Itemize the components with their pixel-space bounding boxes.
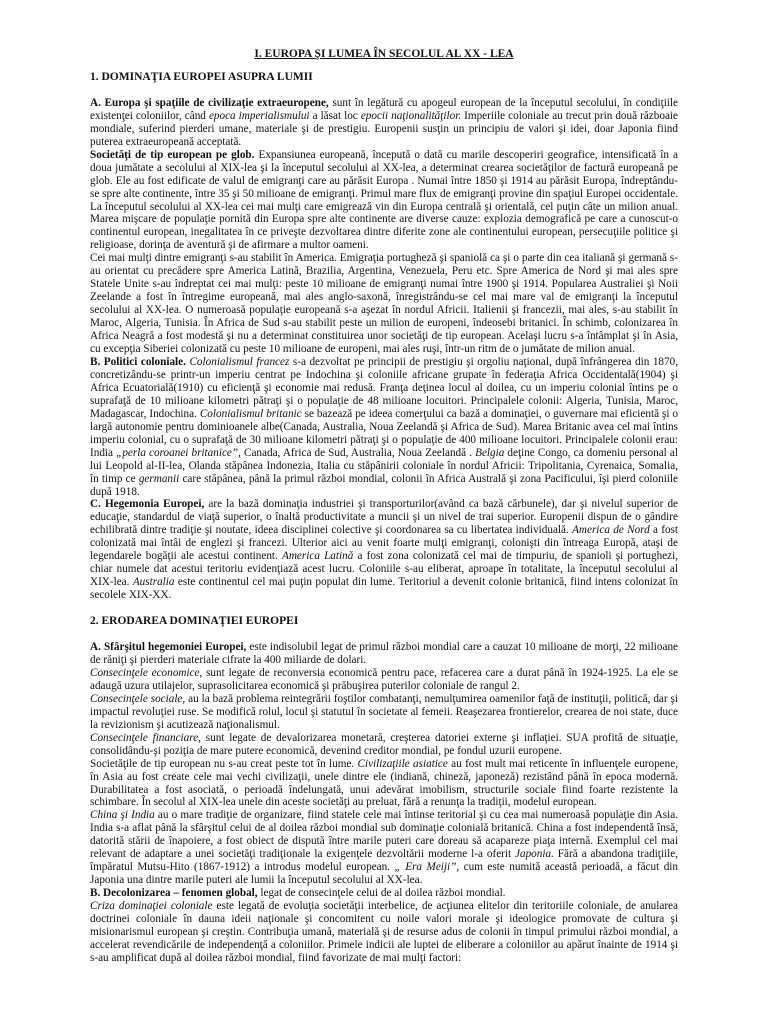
italic-term: epoca imperialismului — [208, 109, 310, 122]
italic-term: germanii — [138, 472, 180, 485]
paragraph-emigrants: Cei mai mulţi dintre emigranţi s-au stabilit în America. Emigraţia portugheză şi spaniolă ca şi o parte din cea italiană şi germană s-au orientat cu precădere spre America Latină, Brazilia, Argentina, Venezuela, Peru etc. Spre America de Nord şi mai ales spre Statele Unite s-au îndreptat cei mai mulţi: peste 10 milioane de emigranţi numai între 1900 şi 1914. Popularea Australiei şi Noii Zeelande a fost în întregime europeană, mai ales anglo-saxonă, înregistrându-se cel mai mare val de emigranţi la începutul secolului al XX-lea. O numeroasă populaţie europeană s-a aşezat în nordul Africii. Italienii şi francezii, mai ales, s-au stabilit în Maroc, Algeria, Tunisia. În Africa de Sud s-au stabilit peste un milion de europeni, îndeosebi britanici. În schimb, colonizarea în Africa Neagră a fost modestă şi nu a determinat constituirea unor societăţi de tip european. Acelaşi lucru s-a întâmplat şi în Asia, cu excepţia Siberiei colonizată cu peste 10 milioane de europeni, mai ales ruşi, într-un ritm de o jumătate de milion anual. — [90, 252, 678, 356]
text-run: se bazează pe ideea comerţului ca bază a dominaţiei, o guvernare mai eficientă şi o largă autonomie pentru dominioanele albe(Canada, Australia, Noua Zeelandă şi Africa de Sud). Marea Britanic avea cel mai întins imperiu colonial, cu o suprafaţă de 30 milioane kilometri pătraţi şi o populaţie de 400 milioane locuitori. Principalele colonii erau: India — [90, 407, 679, 459]
italic-term: Japonia. — [515, 848, 554, 861]
text-run: au o mare tradiţie de organizare, fiind statele cele mai întinse teritorial şi cu cea mai numeroasă populaţie din Asia. India s-a aflat până la sfârşitul celui de al doilea război mondial sub dominaţie colonială britanică. China a fost independentă însă, datorită stării de înapoiere, a fost obiect de dispută între marile puteri care doreau să acapareze piaţa internă. Exemplul cel mai relevant de adaptare a unei societăţi tradiţionale la exigenţele dezvoltării moderne l-a oferit — [90, 809, 678, 861]
text-run: Societăţile de tip european nu s-au creat peste tot în lume. — [90, 757, 358, 770]
italic-term: America Latină — [282, 550, 354, 563]
document-title: I. EUROPA ŞI LUMEA ÎN SECOLUL AL XX - LEA — [254, 48, 514, 60]
italic-term: Civilizaţiile asiatice — [357, 757, 448, 770]
paragraph-heading: B. Decolonizarea – fenomen global, — [90, 887, 258, 900]
text-run: sunt legate de reconversia economică pentru pace, refacerea care a durat până în 1924-1925. La ele se adaugă uzura utilajelor, suprasolicitarea economică şi prăbuşirea puterilor coloniale de rangul 2. — [90, 666, 678, 692]
paragraph-decolonization — [90, 887, 678, 900]
text-run: au fost mult mai reticente în influenţele europene, în Asia au fost create cele mai vechi civilizaţii, unele dintre ele (indiană, chineză, japoneză) rezistând până în epoca modernă. Durabilitatea a fost asociată, o perioadă îndelungată, unui adevărat imobilism, structurile sociale fiind foarte rezistente la schimbare. În secolul al XIX-lea unele din aceste societăţi au preluat, fără a renunţa la tradiţii, modelul european. — [90, 757, 678, 809]
text-run: Canada, Africa de Sud, Australia, Noua Zeelandă . — [240, 446, 476, 459]
paragraph-social-consequences — [90, 693, 678, 732]
italic-term: „perla coroanei britanice”, — [116, 446, 241, 459]
paragraph-end-of-hegemony — [90, 641, 678, 667]
text-run: a fost colonizată mai întâi de englezi şi francezi. Ulterior aici au venit foarte mulţi emigranţi, colonişti din întreaga Europă, ataşi de legendarele bogăţii ale acestui continent. — [90, 524, 679, 563]
text-run: sunt legate de devalorizarea monetară, creşterea datoriei externe şi inflaţiei. SUA profită de situaţie, consolidându-şi poziţia de mare putere economică, devenind creditor mondial, pe fondul uzurii europene. — [90, 731, 678, 757]
text-run: Fără a abandona tradiţiile, împăratul Mutsu-Hito (1867-1912) a introdus modelul european. — [90, 848, 678, 874]
italic-term: „ Era Meiji”, — [394, 861, 460, 874]
text-run: a fost zona colonizată cel mai de timpuriu, de spanioli şi portughezi, chiar numele dat acestui teritoriu evidenţiază acest lucru. Coloniile s-au eliberat, aproape în totalitate, la începutul secolului al XIX-lea. — [90, 550, 678, 589]
text-run: are la bază dominaţia industriei şi transporturilor(având ca bază cărbunele), dar şi nivelul superior de educaţie, standardul de viaţă superior, o înaltă productivitate a muncii şi un nivel de trai superior. Europenii dispun de o gândire echilibrată dintre tradiţie şi noutate, ideea disciplinei colective şi coordonarea sa cu libertatea individuală. — [90, 498, 678, 537]
paragraph-european-societies — [90, 149, 678, 253]
section-heading-2: 2. ERODAREA DOMINAŢIEI EUROPEI — [90, 615, 299, 628]
paragraph-europe-spaces — [90, 97, 678, 149]
paragraph-china-india — [90, 809, 678, 887]
text-run: Imperiile coloniale au trecut prin două războaie mondiale, suferind pierderi umane, materiale şi de prestigiu. Europenii susţin un principiu de valori şi idei, doar Japonia fiind puterea extraeuropeană acceptată. — [90, 109, 678, 148]
text-run: sunt în legătură cu apogeul european de la începutul secolului, în condiţiile existenţei coloniilor, când — [90, 96, 678, 122]
text-run: este continentul cel mai puţin populat din lume. Teritoriul a devenit colonie britanică, fiind intens colonizat în secolele XIX-XX. — [90, 576, 678, 602]
paragraph-financial-consequences — [90, 732, 678, 758]
italic-term: Australia — [132, 576, 175, 589]
paragraph-heading: A. Sfârşitul hegemoniei Europei, — [90, 641, 247, 654]
text-run: care stăpânea, până la primul război mondial, colonii în Africa Australă şi zona Pacificului, îşi pierd coloniile după 1918. — [90, 472, 678, 498]
italic-term: epocii naţionalităţilor. — [360, 109, 462, 122]
italic-term: Consecinţele sociale, — [90, 692, 186, 705]
paragraph-economic-consequences — [90, 667, 678, 693]
text-run: este indisolubil legat de primul război mondial care a cauzat 10 milioane de morţi, 22 milioane de răniţi şi pierderi materiale cifrate la 400 miliarde de dolari. — [90, 641, 678, 666]
italic-term: America de Nord — [572, 524, 650, 537]
paragraph-heading: Societăţi de tip european pe glob. — [90, 148, 255, 161]
paragraph-heading: C. Hegemonia Europei, — [90, 498, 205, 511]
text-run: au la bază problema reintegrării foştilor combatanţi, nemulţumirea oamenilor faţă de instituţii, politică, dar şi impactul revoluţiei ruse. Se modifică rolul, locul şi statutul în societate al femeii. Reaşezarea frontierelor, crearea de noi state, duce la revizionism şi acutizează naţionalismul. — [90, 692, 678, 731]
italic-term: Consecinţele economice, — [90, 666, 203, 679]
italic-term: Colonialismul britanic — [199, 407, 302, 420]
text-run: s-a dezvoltat pe principii de prestigiu şi orgoliu naţional, după înfrângerea din 1870, concretizându-se printr-un imperiu centrat pe Indochina şi coloniile africane grupate în federaţia Africa Occidentală(1904) şi Africa Ecuatorială(1910) cu eficienţă şi economie mai redusă. Franţa deţinea locul al doilea, cu un imperiu colonial întins pe o suprafaţă de 10 milioane kilometri pătraţi şi o populaţie de 48 milioane locuitori. Principalele colonii: Algeria, Tunisia, Maroc, Madagascar, Indochina. — [90, 355, 679, 420]
paragraph-heading: A. Europa şi spaţiile de civilizaţie extraeuropene, — [90, 96, 329, 109]
italic-term: Criza dominaţiei coloniale — [90, 900, 213, 913]
italic-term: Consecinţele financiare, — [90, 731, 201, 744]
italic-term: Belgia — [475, 446, 505, 459]
italic-term: China şi India — [90, 809, 155, 822]
text-run: Expansiunea europeană, începută o dată cu marile descoperiri geografice, intensificată în a doua jumătate a secolului al XIX-lea şi la începutul secolului al XX-lea, a determinat crearea societăţilor de factură europeană pe glob. Ele au fost edificate de valul de emigranţi care au părăsit Europa . Numai între 1850 şi 1914 au părăsit Europa, îndreptându-se spre alte continente, între 35 şi 50 milioane de emigranţi. Primul mare flux de emigranţi provine din spaţiul Europei occidentale. La începutul secolului al XX-lea cei mai mulţi care emigrează vin din Europa centrală şi orientală, cel puţin câte un milion anual. Marea mişcare de populaţie pornită din Europa spre alte continente are diverse cauze: explozia demografică pe care a cunoscut-o continentul european, inegalitatea în ce priveşte dezvoltarea dintre diferite zone ale continentului european, persecuţiile politice şi religioase, dorinţa de aventură şi de afirmare a multor oameni. — [90, 148, 678, 252]
text-run: cum este numită această perioadă, a făcut din Japonia una dintre marile puteri ale lumii la începutul secolului al XX-lea. — [90, 861, 678, 887]
paragraph-asian-civilizations — [90, 758, 678, 810]
paragraph-hegemony — [90, 498, 678, 602]
text-run: este legată de evoluţia societăţii interbelice, de acţiunea elitelor din teritoriile coloniale, de anularea doctrinei coloniale în dauna ideii naţionale şi concomitent cu noile valori morale şi ideologice promovate de cultura şi misionarismul european şi creştin. Contribuţia umană, materială şi de resurse adus de colonii în timpul primului război mondial, a accelerat revendicările de independenţă a coloniilor. Primele indicii ale luptei de eliberare a coloniilor au apărut înainte de 1914 şi s-au amplificat după al doilea război mondial, fiind favorizate de mai mulţi factori: — [90, 900, 678, 964]
section-heading-1: 1. DOMINAŢIA EUROPEI ASUPRA LUMII — [90, 70, 313, 83]
paragraph-colonial-policies — [90, 356, 678, 498]
paragraph-colonial-crisis — [90, 900, 678, 965]
text-run: a lăsat loc — [309, 109, 361, 122]
text-run: legat de consecinţele celui de al doilea război mondial. — [257, 887, 506, 900]
paragraph-heading: B. Politici coloniale. — [90, 355, 186, 368]
italic-term: Colonialismul francez — [189, 355, 290, 368]
text-run: deţine Congo, ca domeniu personal al lui Leopold al-II-lea, Olanda stăpânea Indonezia, Italia cu stăpânirii coloniale în nordul Africii: Tripolitania, Cyrenaica, Somalia, în timp ce — [90, 446, 678, 485]
